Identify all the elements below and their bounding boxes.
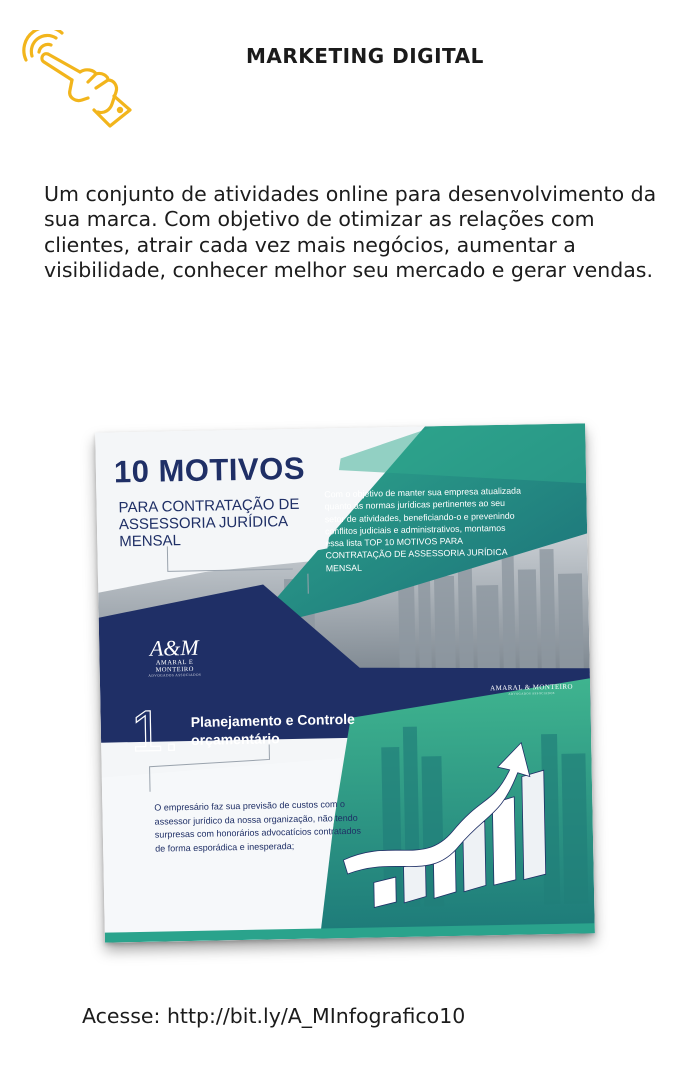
description-text: Um conjunto de atividades online para desenvolvimento da sua marca. Com objetivo de otimizar as relações com clientes, atrair cada vez mais negócios, aumentar a visibilidade, conhecer melhor seu mercado e gerar vendas.	[44, 182, 657, 283]
infographic-link[interactable]: Acesse: http://bit.ly/A_MInfografico10	[82, 1004, 466, 1028]
brand-name: AMARAL E MONTEIRO	[155, 658, 194, 674]
brand-logo	[139, 634, 210, 678]
brand-tagline: ADVOGADOS ASSOCIADOS	[148, 672, 202, 678]
brand-name-small: AMARAL & MONTEIRO	[490, 682, 573, 693]
step-title: Planejamento e Controle orçamentário	[190, 710, 355, 748]
page-title: MARKETING DIGITAL	[246, 44, 484, 68]
infographic-subheading: PARA CONTRATAÇÃO DE ASSESSORIA JURÍDICA MENSAL	[118, 495, 300, 551]
infographic-preview[interactable]	[95, 423, 595, 942]
brand-tagline-small: ADVOGADOS ASSOCIADOS	[508, 690, 555, 696]
hand-pointer-icon	[22, 30, 134, 130]
brand-logo-small	[490, 683, 573, 697]
step-number: 1.	[130, 698, 180, 765]
infographic-heading: 10 MOTIVOS	[113, 450, 306, 490]
infographic-intro: Com o objetivo de manter sua empresa atualizada quanto às normas jurídicas pertinentes ao seu setor de atividades, beneficiando-o e prevenindo conflitos judiciais e administrativos, montamos essa lista TOP 10 MOTIVOS PARA CONTRATAÇÃO DE ASSESSORIA JURÍDICA MENSAL	[324, 485, 522, 574]
step-text: O empresário faz sua previsão de custos com o assessor jurídico da nossa organização, não tendo surpresas com honorários advocatícios contratados de forma esporádica e inesperada;	[154, 799, 362, 854]
brand-monogram: A&M	[149, 634, 199, 661]
